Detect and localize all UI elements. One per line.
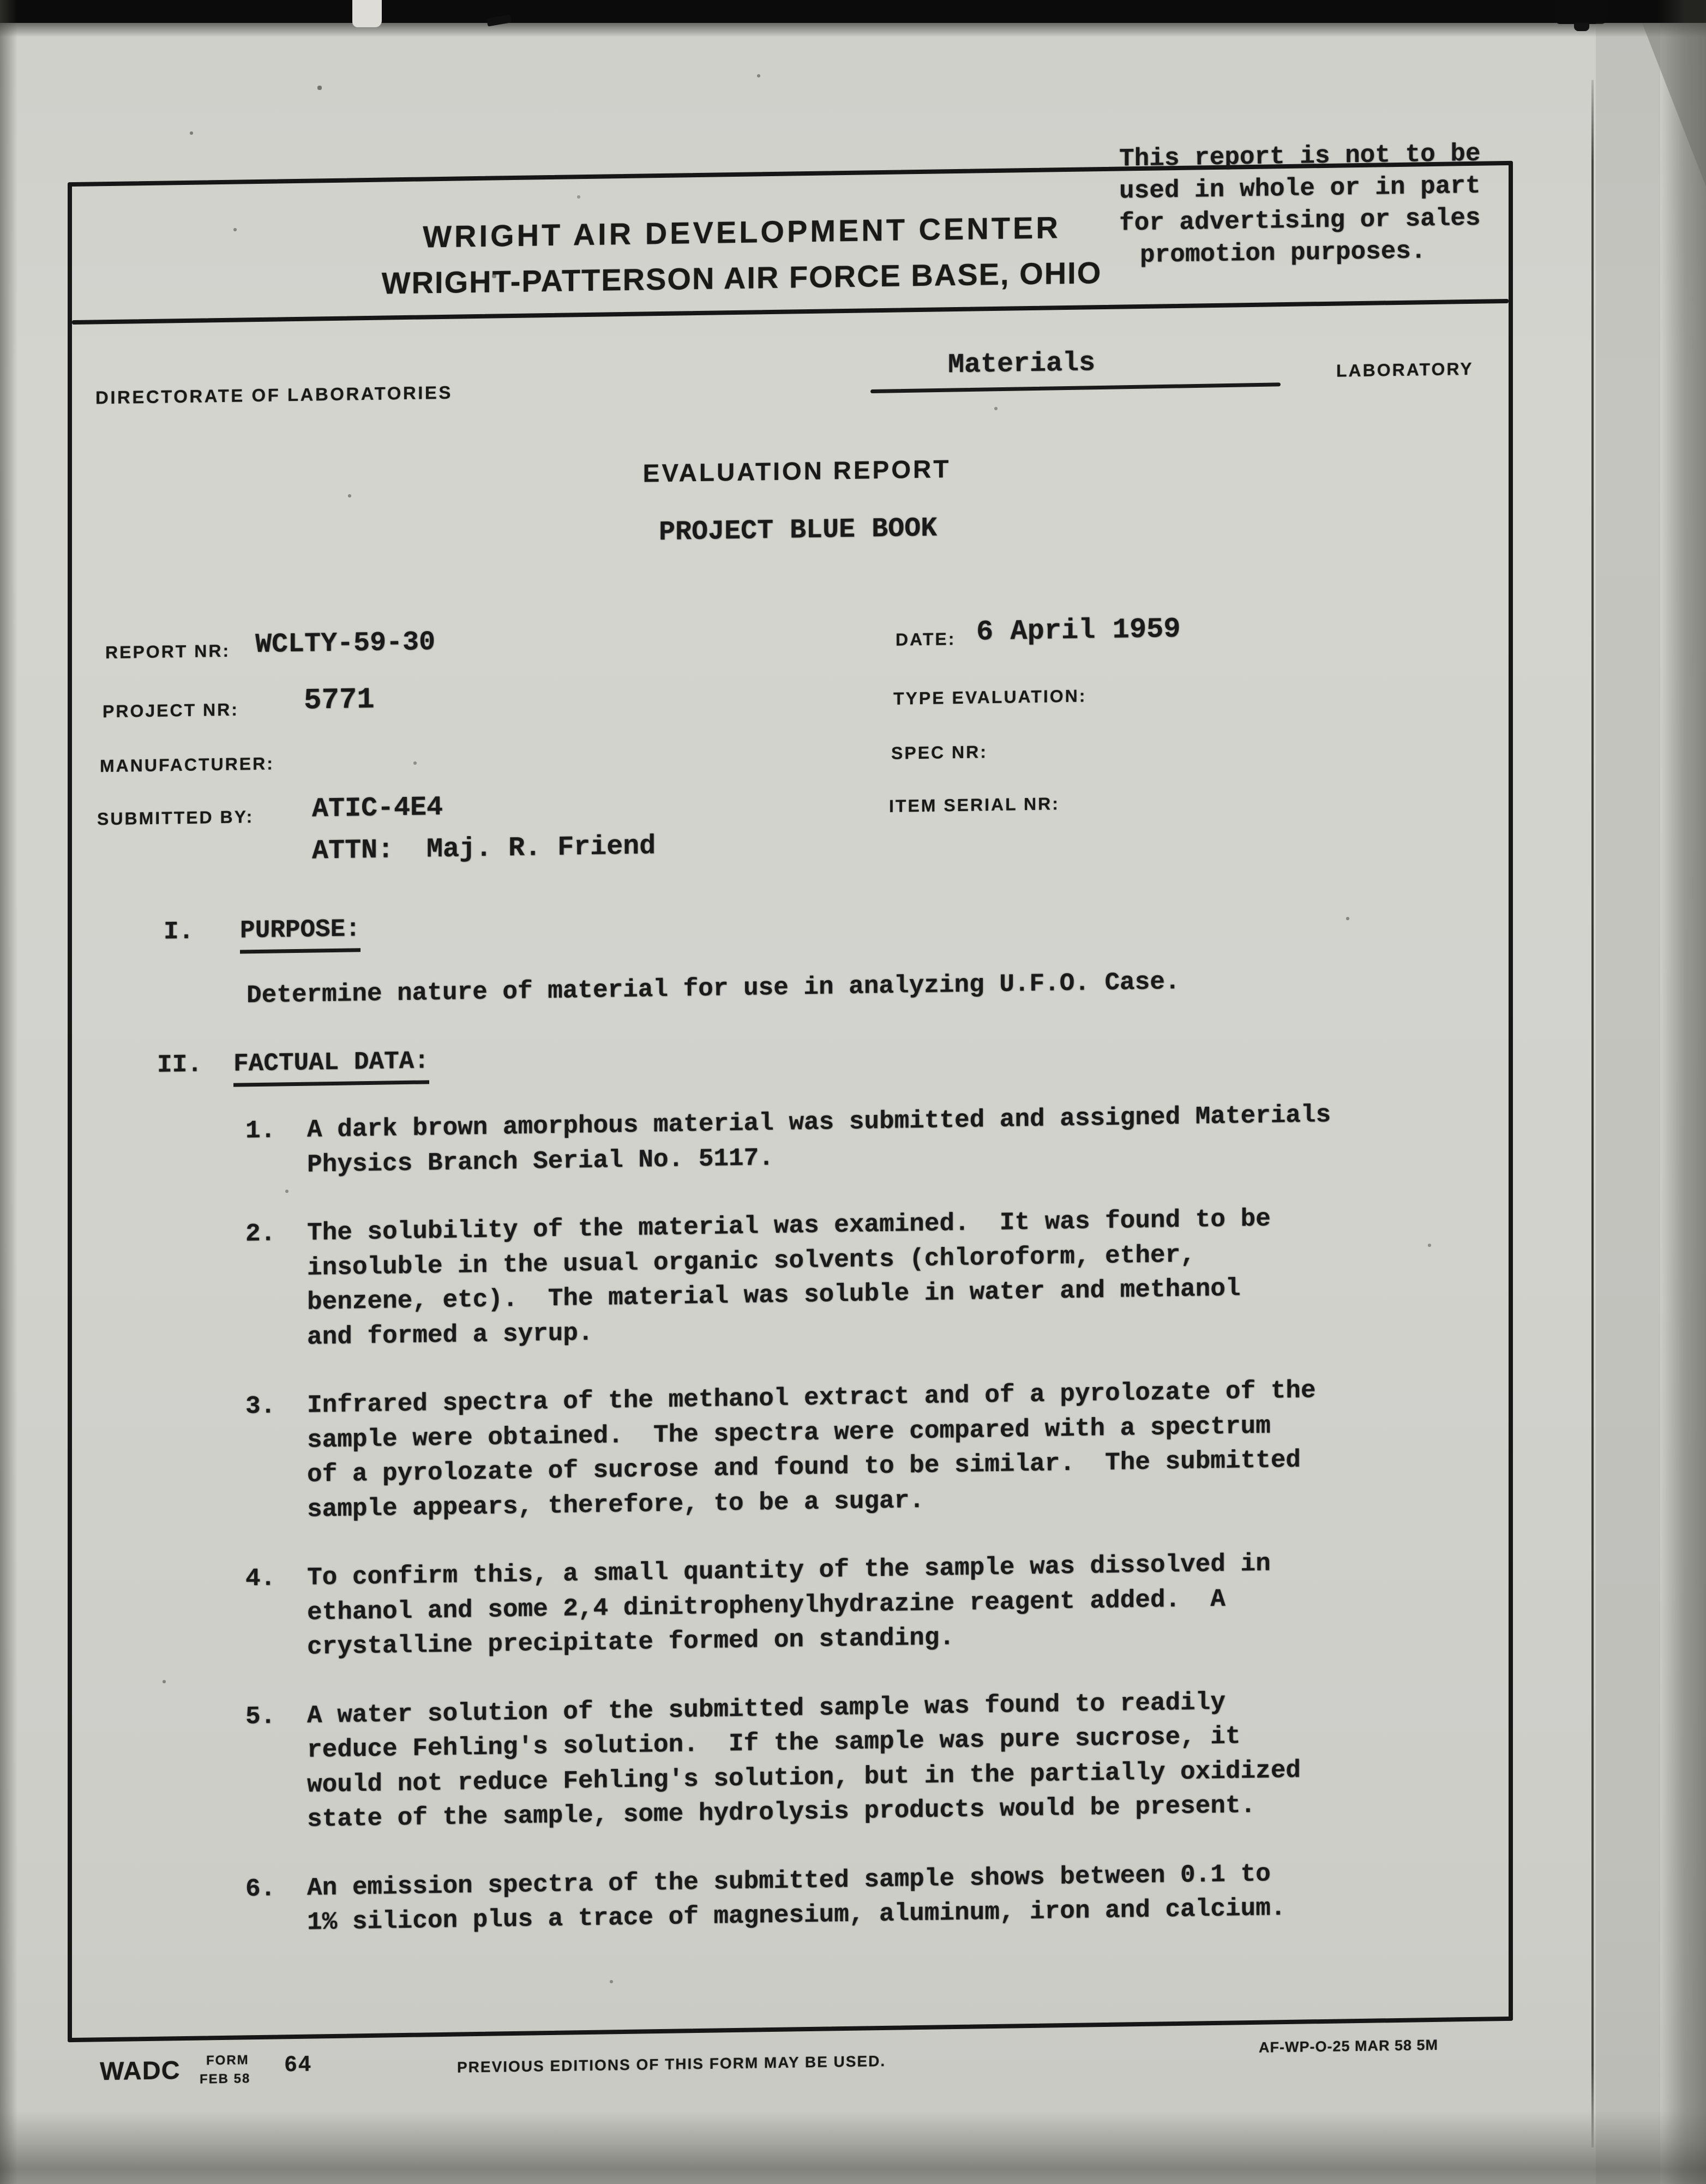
text-line: insoluble in the usual organic solvents (chloroform, ether, <box>307 1240 1196 1282</box>
report-nr-value: WCLTY-59-30 <box>255 627 436 661</box>
restriction-note-line: for advertising or sales <box>1119 203 1481 238</box>
date-label: DATE: <box>896 629 956 650</box>
text-line: sample appears, therefore, to be a sugar. <box>307 1486 924 1524</box>
footer-form-label: FORM <box>206 2053 249 2068</box>
footer-form-code: WADC <box>100 2055 181 2086</box>
directorate-label: DIRECTORATE OF LABORATORIES <box>95 382 453 408</box>
list-item-text <box>307 1098 1331 1183</box>
restriction-note-line: used in whole or in part <box>1119 171 1481 206</box>
footer-form-number: 64 <box>285 2051 313 2077</box>
list-item-number: 4. <box>245 1564 276 1593</box>
list-item-text <box>307 1202 1271 1354</box>
factual-data-heading-text: FACTUAL DATA: <box>233 1046 429 1087</box>
list-item-text <box>307 1857 1285 1941</box>
submitted-by-value: ATIC-4E4 <box>312 791 443 825</box>
purpose-heading-text: PURPOSE: <box>240 914 361 953</box>
report-nr-label: REPORT NR: <box>105 640 231 663</box>
laboratory-label: LABORATORY <box>1336 358 1474 381</box>
purpose-body: Determine nature of material for use in analyzing U.F.O. Case. <box>247 967 1180 1010</box>
list-item <box>245 1198 1500 1355</box>
project-title: PROJECT BLUE BOOK <box>659 513 938 549</box>
type-evaluation-label: TYPE EVALUATION: <box>893 686 1087 709</box>
section-1-heading <box>240 914 361 953</box>
list-item-text <box>307 1684 1301 1837</box>
text-line: A water solution of the submitted sample was found to readily <box>307 1688 1226 1730</box>
text-line: of a pyrolozate of sucrose and found to be similar. The submitted <box>307 1445 1301 1489</box>
text-line: The solubility of the material was examined. It was found to be <box>307 1204 1271 1247</box>
text-line: sample were obtained. The spectra were compared with a spectrum <box>307 1411 1271 1455</box>
text-line: Physics Branch Serial No. 5117. <box>307 1143 774 1179</box>
text-line: crystalline precipitate formed on standing. <box>307 1623 954 1661</box>
section-2-heading <box>233 1046 429 1087</box>
list-item <box>245 1853 1500 1941</box>
text-line: To confirm this, a small quantity of the sample was dissolved in <box>307 1549 1271 1592</box>
date-value: 6 April 1959 <box>976 613 1181 649</box>
list-item-number: 6. <box>245 1874 276 1903</box>
text-line: reduce Fehling's solution. If the sample was pure sucrose, it <box>307 1722 1241 1765</box>
list-item-number: 3. <box>245 1391 276 1421</box>
factual-items <box>245 1095 1500 1975</box>
section-1-numeral: I. <box>164 917 194 946</box>
print-code: AF-WP-O-25 MAR 58 5M <box>1259 2036 1439 2056</box>
list-item-number: 5. <box>245 1702 276 1731</box>
text-line: would not reduce Fehling's solution, but in the partially oxidized <box>307 1756 1301 1799</box>
spec-nr-label: SPEC NR: <box>891 742 988 763</box>
project-nr-value: 5771 <box>304 683 375 718</box>
project-nr-label: PROJECT NR: <box>103 699 239 722</box>
text-line: 1% silicon plus a trace of magnesium, aluminum, iron and calcium. <box>307 1894 1286 1937</box>
text-line: ethanol and some 2,4 dinitrophenylhydrazine reagent added. A <box>307 1585 1226 1627</box>
org-name-line1: WRIGHT AIR DEVELOPMENT CENTER <box>423 210 1061 254</box>
list-item <box>245 1371 1500 1528</box>
submitted-by-label: SUBMITTED BY: <box>97 807 254 829</box>
submitted-by-attn: ATTN: Maj. R. Friend <box>312 831 656 867</box>
page-edge-line <box>1591 80 1594 2147</box>
section-2-numeral: II. <box>157 1050 202 1079</box>
list-item-number: 1. <box>245 1116 276 1145</box>
manufacturer-label: MANUFACTURER: <box>100 753 274 776</box>
list-item-number: 2. <box>245 1219 276 1249</box>
list-item <box>245 1681 1500 1838</box>
item-serial-nr-label: ITEM SERIAL NR: <box>889 794 1060 816</box>
footer-form-date: FEB 58 <box>200 2071 251 2087</box>
text-line: state of the sample, some hydrolysis products would be present. <box>307 1791 1256 1834</box>
report-title: EVALUATION REPORT <box>642 454 951 488</box>
list-item <box>245 1543 1500 1666</box>
restriction-note <box>1119 138 1481 272</box>
restriction-note-line: This report is not to be <box>1119 139 1481 173</box>
list-item-text <box>307 1373 1316 1527</box>
text-line: An emission spectra of the submitted sample shows between 0.1 to <box>307 1859 1271 1903</box>
list-item-text <box>307 1546 1271 1665</box>
restriction-note-line: promotion purposes. <box>1140 237 1426 269</box>
footer-previous-editions-note: PREVIOUS EDITIONS OF THIS FORM MAY BE USED. <box>457 2052 886 2076</box>
laboratory-name-value: Materials <box>948 347 1096 381</box>
text-line: A dark brown amorphous material was submitted and assigned Materials <box>307 1100 1331 1144</box>
text-line: Infrared spectra of the methanol extract and of a pyrolozate of the <box>307 1376 1316 1420</box>
text-line: and formed a syrup. <box>307 1318 593 1352</box>
org-name-line2: WRIGHT-PATTERSON AIR FORCE BASE, OHIO <box>381 255 1102 301</box>
text-line: benzene, etc). The material was soluble in water and methanol <box>307 1274 1241 1317</box>
